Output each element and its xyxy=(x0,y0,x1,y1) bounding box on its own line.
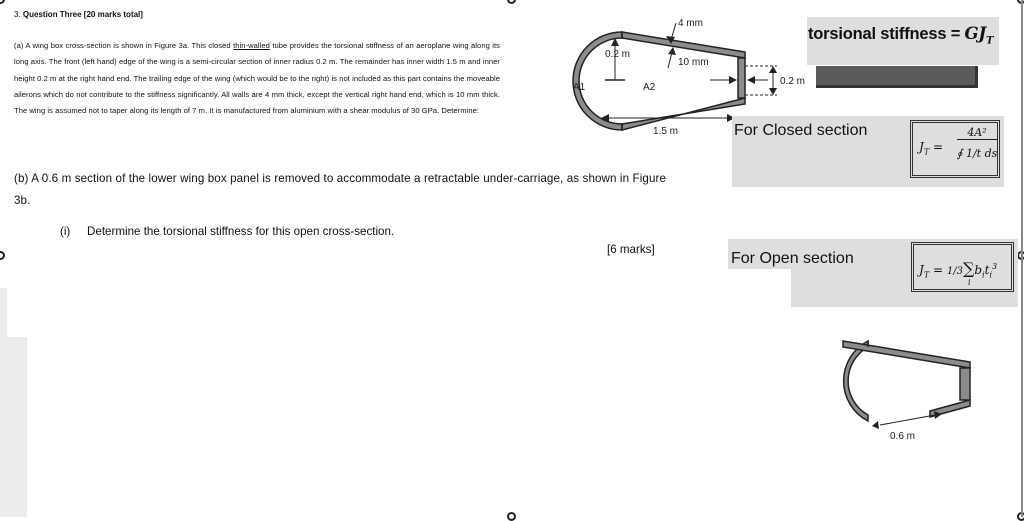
formula-lhs-sub: T xyxy=(923,147,930,157)
stiffness-math-sub: T xyxy=(986,35,994,47)
part-b-i-number: (i) xyxy=(60,225,71,238)
label-area-a2: A2 xyxy=(643,82,656,93)
label-area-a1: A1 xyxy=(573,82,586,93)
open-section-label: For Open section xyxy=(731,250,854,267)
stiffness-math: GJ xyxy=(964,24,987,43)
part-b-i-question xyxy=(60,225,394,238)
stiffness-definition xyxy=(808,24,993,46)
marks-label: [6 marks] xyxy=(607,243,655,256)
label-width: 1.5 m xyxy=(653,126,679,137)
resize-handle-top-left[interactable] xyxy=(0,0,5,4)
figure-3b-open-section xyxy=(810,335,990,450)
question-title xyxy=(14,10,143,19)
part-a-paragraph xyxy=(14,38,500,119)
resize-handle-top-center[interactable] xyxy=(507,0,516,4)
open-section-formula: $J_T = 1/3\sum b_it_i^3$ i xyxy=(911,242,1014,292)
formula-lhs-sub: T xyxy=(923,270,930,280)
part-b-paragraph: (b) A 0.6 m section of the lower wing box panel is removed to accommodate a retractable under-carriage, as shown in Figure 3b. xyxy=(14,172,666,207)
formula-term-t-sub: i xyxy=(989,270,992,280)
formula-denominator: ∮ 1/t ds xyxy=(956,147,998,160)
formula-sum-symbol: ∑ xyxy=(962,259,975,278)
question-heading: Question Three [20 marks total] xyxy=(22,10,143,19)
formula-term-t-sup: 3 xyxy=(992,262,998,271)
label-gap: 0.6 m xyxy=(890,431,916,442)
part-a-text-end: tube provides the torsional stiffness of an aeroplane wing along its long axis. The front (left hand) edge of the wing is a semi-circular section of inner radius 0.2 m. The remainder has inner width 1.5 m and inner height 0.2 m at the right hand end. The trailing edge of the wing (which would be to the right) is not included as this part contains the moveable ailerons which do not contribute to the stiffness significantly. All walls are 4 mm thick, except the vertical right hand end, which is 10 mm thick. The wing is assumed not to taper along its length of 7 m. It is manufactured from aluminium with a shear modulus of 30 GPa. Determine: xyxy=(14,41,501,116)
stiffness-label: torsional stiffness = xyxy=(808,25,965,43)
dark-redaction-bar xyxy=(816,66,978,88)
part-a-text-start: (a) A wing box cross-section is shown in Figure 3a. This closed xyxy=(14,41,234,50)
part-b-i-text: Determine the torsional stiffness for this open cross-section. xyxy=(87,225,395,238)
label-end-wall: 10 mm xyxy=(678,57,709,68)
question-number: 3. xyxy=(14,10,21,19)
formula-sum-index: i xyxy=(968,278,971,287)
part-a-underlined-term: thin-walled xyxy=(233,41,270,50)
formula-term-t: t xyxy=(984,263,990,277)
closed-section-label: For Closed section xyxy=(734,122,868,139)
formula-term-b: b xyxy=(974,263,983,277)
label-radius: 0.2 m xyxy=(605,49,631,60)
label-height: 0.2 m xyxy=(780,76,806,87)
left-gray-panel xyxy=(0,288,7,517)
frame-right-border xyxy=(1021,0,1023,517)
formula-numerator: 4A² xyxy=(957,126,997,140)
left-gray-panel-2 xyxy=(7,337,27,517)
resize-handle-mid-left[interactable] xyxy=(0,251,5,260)
label-wall-thickness: 4 mm xyxy=(678,18,703,29)
formula-lhs: J xyxy=(919,263,924,277)
closed-section-formula: $J_T$ = 4A² ∮ 1/t ds xyxy=(910,120,1000,178)
formula-term-b-sub: i xyxy=(982,270,985,280)
formula-lhs: J xyxy=(919,140,924,154)
formula-coefficient: 1/3 xyxy=(946,266,963,277)
